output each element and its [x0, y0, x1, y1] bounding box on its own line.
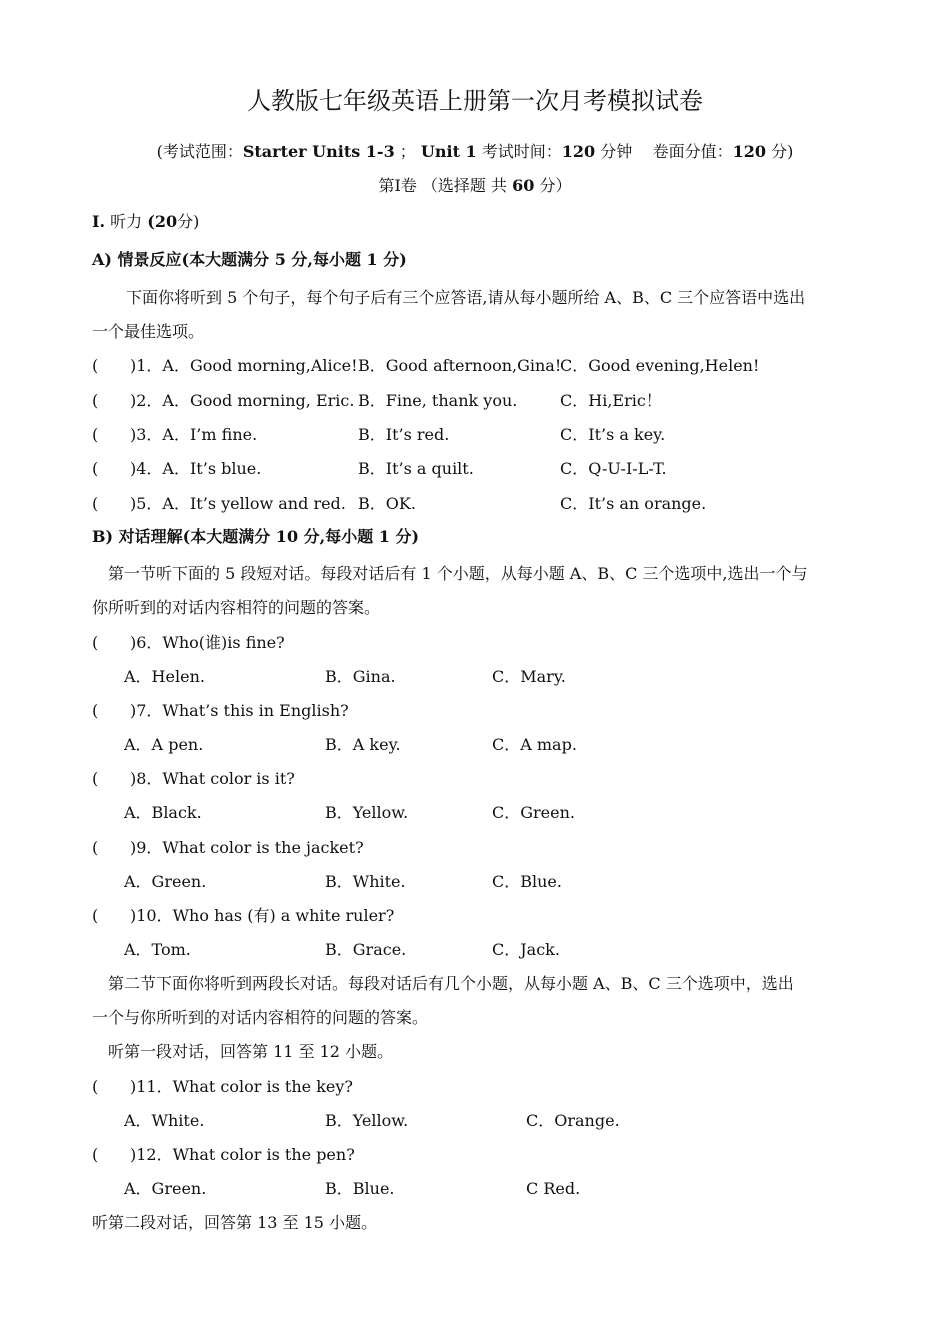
subtitle-sep: ；: [399, 142, 416, 161]
exam-subtitle: [0, 142, 950, 162]
question-text: )12．What color is the pen?: [130, 1145, 355, 1164]
part-a-heading: A) 情景反应(本大题满分 5 分,每小题 1 分): [92, 250, 407, 269]
option-c: C．It’s an orange.: [560, 494, 707, 513]
option-a: )1．A．Good morning,Alice!: [130, 356, 358, 375]
option-b: B．A key.: [325, 735, 401, 754]
volume-heading: [0, 176, 950, 196]
question-text: )8．What color is it?: [130, 769, 295, 788]
option-b: B．It’s a quilt.: [358, 459, 474, 478]
part-b-instruction-2: 你所听到的对话内容相符的问题的答案。: [92, 598, 381, 617]
subtitle-time-value: 120: [561, 142, 596, 161]
subtitle-time-unit: 分钟: [600, 142, 633, 161]
option-a: )3．A．I’m fine.: [130, 425, 258, 444]
question-text: )6．Who(谁)is fine?: [130, 633, 285, 652]
answer-paren: (: [92, 356, 99, 375]
section-2-instruction-1: 第二节下面你将听到两段长对话。每段对话后有几个小题，从每小题 A、B、C 三个选项中，选出: [108, 974, 794, 993]
option-c: C．Q-U-I-L-T.: [560, 459, 667, 478]
dialog-2-instruction: 听第二段对话，回答第 13 至 15 小题。: [92, 1213, 378, 1232]
answer-paren: (: [92, 633, 99, 652]
option-a: A．Black.: [124, 803, 202, 822]
question-text: )10．Who has (有) a white ruler?: [130, 906, 395, 925]
answer-paren: (: [92, 1077, 99, 1096]
option-b: B．Yellow.: [325, 803, 409, 822]
option-c: C．Blue.: [492, 872, 562, 891]
dialog-1-instruction: 听第一段对话，回答第 11 至 12 小题。: [108, 1042, 394, 1061]
option-a: A．Green.: [124, 1179, 207, 1198]
option-a: A．Green.: [124, 872, 207, 891]
subtitle-time-label: 考试时间：: [481, 142, 562, 161]
option-c: C Red.: [526, 1179, 581, 1198]
option-a: )4．A．It’s blue.: [130, 459, 262, 478]
question-text: )7．What’s this in English?: [130, 701, 349, 720]
section-heading-listening: [92, 212, 199, 232]
answer-paren: (: [92, 494, 99, 513]
volume-points: 60: [512, 176, 535, 195]
option-a: )2．A．Good morning, Eric.: [130, 391, 355, 410]
option-c: C．Mary.: [492, 667, 566, 686]
section-name: 听力: [110, 212, 143, 231]
option-a: )5．A．It’s yellow and red.: [130, 494, 346, 513]
subtitle-score-label: 卷面分值：: [652, 142, 733, 161]
option-b: B．Yellow.: [325, 1111, 409, 1130]
option-b: B．OK.: [358, 494, 416, 513]
part-a-instruction-1: 下面你将听到 5 个句子，每个句子后有三个应答语,请从每小题所给 A、B、C 三个应答语中选出: [126, 288, 806, 307]
subtitle-scope: Starter Units 1-3: [242, 142, 395, 161]
answer-paren: (: [92, 769, 99, 788]
option-a: A．Tom.: [124, 940, 191, 959]
option-c: C．Good evening,Helen!: [560, 356, 760, 375]
subtitle-unit: Unit 1: [420, 142, 477, 161]
option-a: A．White.: [124, 1111, 205, 1130]
section-points-suffix: 分): [177, 212, 200, 231]
option-c: C．Jack.: [492, 940, 560, 959]
volume-suffix: 分）: [539, 176, 572, 195]
option-b: B．It’s red.: [358, 425, 450, 444]
option-a: A．A pen.: [124, 735, 204, 754]
section-points: (20: [147, 212, 178, 231]
answer-paren: (: [92, 906, 99, 925]
option-b: B．Grace.: [325, 940, 407, 959]
option-c: C．Green.: [492, 803, 576, 822]
option-b: B．Fine, thank you.: [358, 391, 518, 410]
option-c: C．A map.: [492, 735, 577, 754]
option-b: B．White.: [325, 872, 406, 891]
answer-paren: (: [92, 391, 99, 410]
volume-prefix: 第Ⅰ卷 （选择题 共: [378, 176, 508, 195]
answer-paren: (: [92, 459, 99, 478]
option-c: C．It’s a key.: [560, 425, 666, 444]
option-b: B．Gina.: [325, 667, 396, 686]
question-text: )11．What color is the key?: [130, 1077, 353, 1096]
option-b: B．Blue.: [325, 1179, 395, 1198]
option-c: C．Hi,Eric！: [560, 391, 662, 410]
part-b-heading: B) 对话理解(本大题满分 10 分,每小题 1 分): [92, 527, 420, 546]
subtitle-score-value: 120: [732, 142, 767, 161]
answer-paren: (: [92, 701, 99, 720]
option-b: B．Good afternoon,Gina!: [358, 356, 562, 375]
answer-paren: (: [92, 838, 99, 857]
section-number: I.: [92, 212, 106, 231]
question-text: )9．What color is the jacket?: [130, 838, 364, 857]
section-2-instruction-2: 一个与你所听到的对话内容相符的问题的答案。: [92, 1008, 429, 1027]
answer-paren: (: [92, 425, 99, 444]
page-title: 人教版七年级英语上册第一次月考模拟试卷: [247, 87, 703, 115]
option-a: A．Helen.: [124, 667, 205, 686]
answer-paren: (: [92, 1145, 99, 1164]
part-a-instruction-2: 一个最佳选项。: [92, 322, 205, 341]
part-b-instruction-1: 第一节听下面的 5 段短对话。每段对话后有 1 个小题，从每小题 A、B、C 三个选项中,选出一个与: [108, 564, 808, 583]
option-c: C．Orange.: [526, 1111, 620, 1130]
subtitle-open: (考试范围：: [156, 142, 243, 161]
subtitle-score-unit: 分): [771, 142, 794, 161]
